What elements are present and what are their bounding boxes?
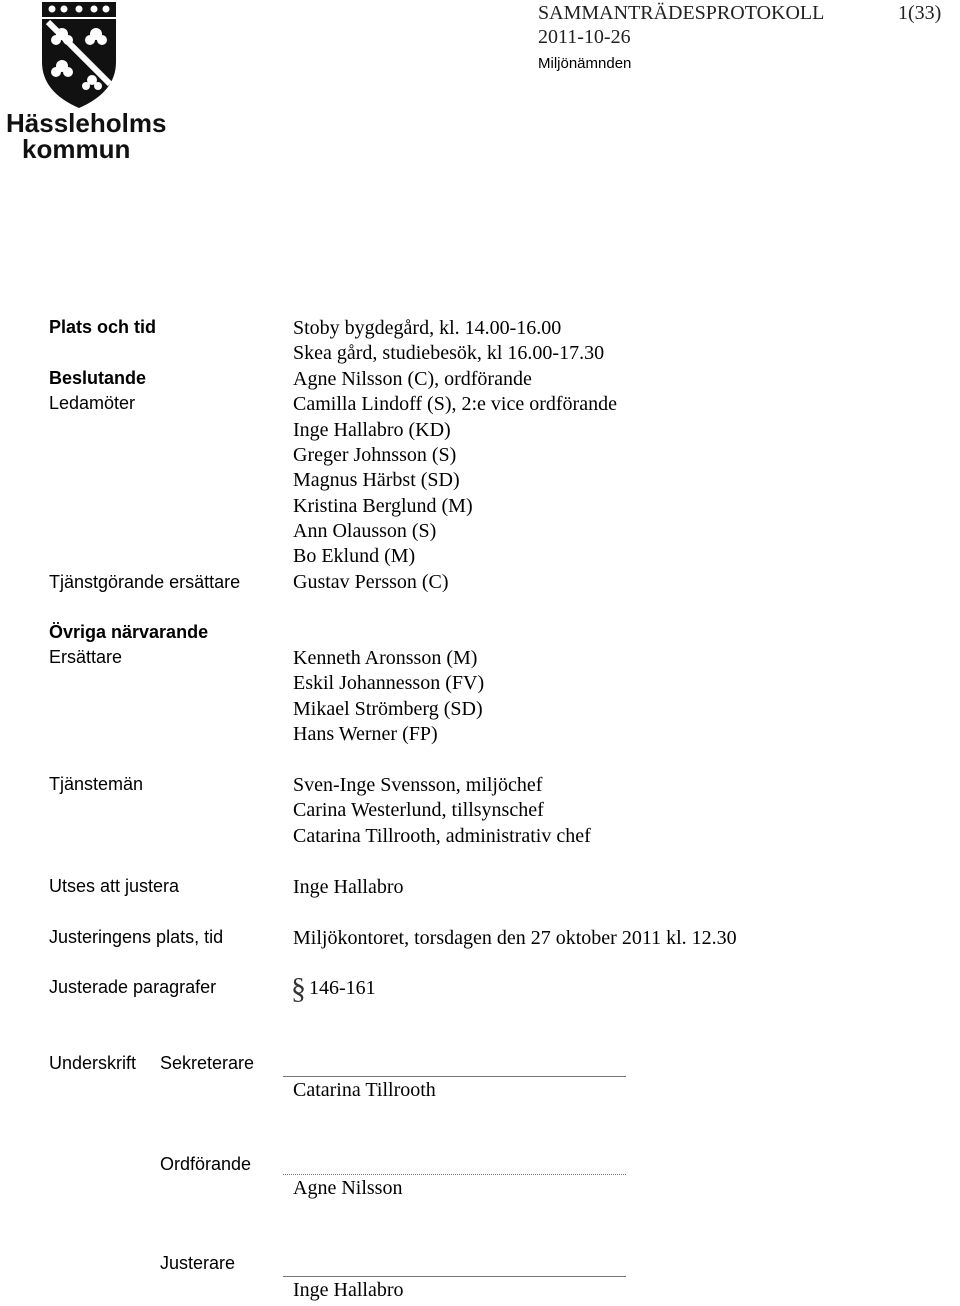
adjuster-signature-label: Justerare bbox=[160, 1253, 236, 1273]
member-item: Inge Hallabro (KD) bbox=[293, 419, 451, 441]
chair-signature-line bbox=[283, 1174, 626, 1175]
place-label: Plats och tid bbox=[49, 317, 157, 337]
page-number: 1(33) bbox=[898, 2, 942, 24]
member-item: Magnus Härbst (SD) bbox=[293, 469, 460, 491]
adjuster-name: Inge Hallabro bbox=[293, 876, 404, 898]
substitute-item: Mikael Strömberg (SD) bbox=[293, 698, 483, 720]
paragraph-sign-icon: § bbox=[291, 972, 306, 1005]
signature-label: Underskrift bbox=[49, 1053, 137, 1073]
adjustment-place: Miljökontoret, torsdagen den 27 oktober 2011 kl. 12.30 bbox=[293, 927, 737, 949]
document-type: SAMMANTRÄDESPROTOKOLL bbox=[538, 2, 825, 24]
official-item: Carina Westerlund, tillsynschef bbox=[293, 799, 544, 821]
secretary-label: Sekreterare bbox=[160, 1053, 255, 1073]
serving-substitutes-label: Tjänstgörande ersättare bbox=[49, 572, 241, 592]
chair-label: Ordförande bbox=[160, 1154, 252, 1174]
logo-line-1: Hässleholms bbox=[6, 108, 167, 138]
member-item: Kristina Berglund (M) bbox=[293, 495, 473, 517]
substitute-item: Kenneth Aronsson (M) bbox=[293, 647, 478, 669]
chair-name: Agne Nilsson bbox=[293, 1177, 403, 1199]
substitute-item: Hans Werner (FP) bbox=[293, 723, 438, 745]
member-item: Bo Eklund (M) bbox=[293, 545, 416, 567]
member-item: Agne Nilsson (C), ordförande bbox=[293, 368, 532, 390]
deciding-label: Beslutande bbox=[49, 368, 147, 388]
member-item: Ann Olausson (S) bbox=[293, 520, 437, 542]
substitutes-label: Ersättare bbox=[49, 647, 123, 667]
substitute-item: Eskil Johannesson (FV) bbox=[293, 672, 485, 694]
adjuster-signature-line bbox=[283, 1276, 626, 1277]
official-item: Sven-Inge Svensson, miljöchef bbox=[293, 774, 543, 796]
members-label: Ledamöter bbox=[49, 393, 136, 413]
member-item: Camilla Lindoff (S), 2:e vice ordförande bbox=[293, 393, 617, 415]
coat-of-arms-icon bbox=[0, 0, 170, 110]
adjuster-signature-name: Inge Hallabro bbox=[293, 1279, 404, 1301]
official-item: Catarina Tillrooth, administrativ chef bbox=[293, 825, 591, 847]
member-item: Greger Johnsson (S) bbox=[293, 444, 457, 466]
secretary-signature-line bbox=[283, 1076, 626, 1077]
adjusted-paragraphs: 146-161 bbox=[309, 977, 376, 999]
place-line: Stoby bygdegård, kl. 14.00-16.00 bbox=[293, 317, 562, 339]
serving-substitute: Gustav Persson (C) bbox=[293, 571, 449, 593]
logo-line-2: kommun bbox=[22, 134, 131, 164]
adjusted-paragraphs-label: Justerade paragrafer bbox=[49, 977, 217, 997]
place-line: Skea gård, studiebesök, kl 16.00-17.30 bbox=[293, 342, 605, 364]
officials-label: Tjänstemän bbox=[49, 774, 144, 794]
adjuster-appointed-label: Utses att justera bbox=[49, 876, 180, 896]
others-present-label: Övriga närvarande bbox=[49, 622, 209, 642]
meeting-date: 2011-10-26 bbox=[538, 26, 631, 48]
municipality-logo bbox=[0, 0, 170, 164]
adjustment-place-label: Justeringens plats, tid bbox=[49, 927, 224, 947]
secretary-name: Catarina Tillrooth bbox=[293, 1079, 436, 1101]
committee-name: Miljönämnden bbox=[538, 55, 632, 72]
